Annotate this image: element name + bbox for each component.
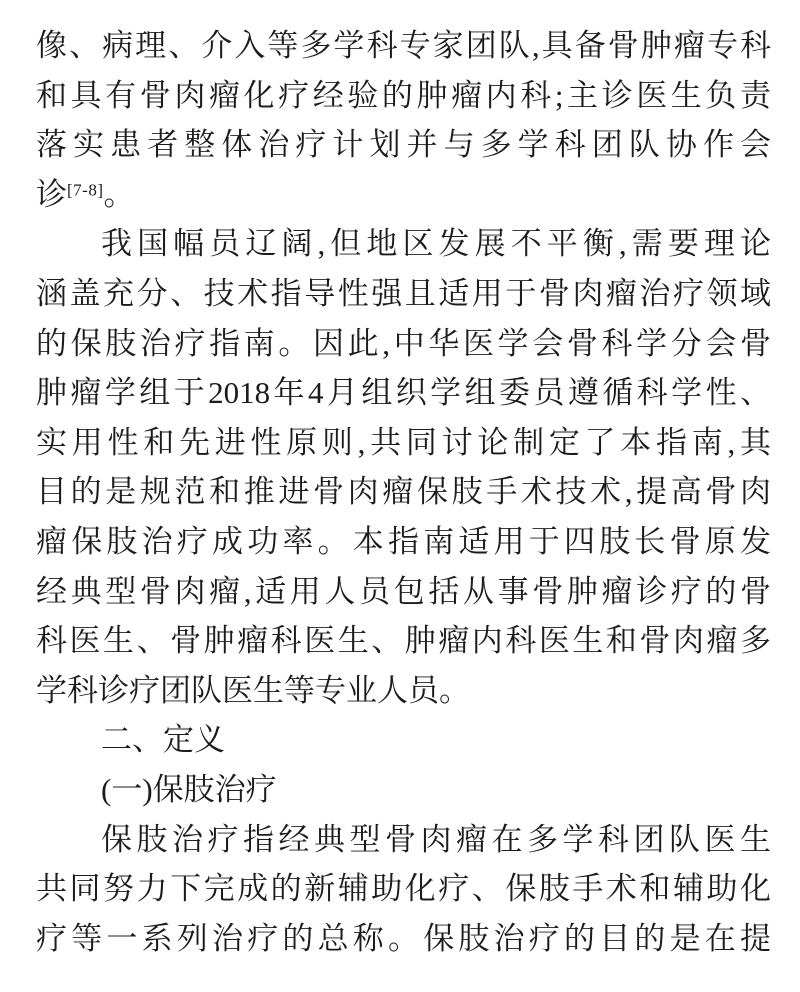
- paragraph-continuation: [36, 21, 771, 219]
- text-line: 像、病理、介入等多学科专家团队,具备骨肿瘤专科: [36, 28, 771, 63]
- paragraph-limb-salvage-definition: [36, 815, 771, 964]
- citation-reference: [7-8]: [67, 180, 104, 200]
- section-heading-definitions: 二、定义: [101, 722, 225, 758]
- text-line: 科医生、骨肿瘤科医生、肿瘤内科医生和骨肉瘤多: [36, 623, 771, 659]
- text-line-with-citation: [36, 170, 771, 220]
- text-line: 和具有骨肉瘤化疗经验的肿瘤内科;主诊医生负责: [36, 77, 771, 113]
- text-line: 保肢治疗指经典型骨肉瘤在多学科团队医生: [101, 821, 771, 857]
- text-fragment: 。: [103, 176, 135, 212]
- text-line: 疗等一系列治疗的总称。保肢治疗的目的是在提: [36, 920, 771, 956]
- text-line: 瘤保肢治疗成功率。本指南适用于四肢长骨原发: [36, 523, 771, 559]
- text-line: 的保肢治疗指南。因此,中华医学会骨科学分会骨: [36, 325, 771, 361]
- text-line: 涵盖充分、技术指导性强且适用于骨肉瘤治疗领域: [36, 275, 771, 311]
- text-line: 肿瘤学组于2018年4月组织学组委员遵循科学性、: [36, 375, 771, 411]
- text-line: 目的是规范和推进骨肉瘤保肢手术技术,提高骨肉: [36, 474, 771, 510]
- text-line: 共同努力下完成的新辅助化疗、保肢手术和辅助化: [36, 871, 771, 907]
- text-fragment: 诊: [36, 176, 67, 212]
- text-line: 学科诊疗团队医生等专业人员。: [36, 672, 470, 708]
- text-line: 我国幅员辽阔,但地区发展不平衡,需要理论: [101, 226, 771, 262]
- subsection-heading-limb-salvage: (一)保肢治疗: [101, 771, 277, 807]
- text-line: 实用性和先进性原则,共同讨论制定了本指南,其: [36, 424, 771, 460]
- text-line: 经典型骨肉瘤,适用人员包括从事骨肿瘤诊疗的骨: [36, 573, 771, 609]
- paragraph-guideline-background: [36, 219, 771, 715]
- text-line: 落实患者整体治疗计划并与多学科团队协作会: [36, 127, 771, 163]
